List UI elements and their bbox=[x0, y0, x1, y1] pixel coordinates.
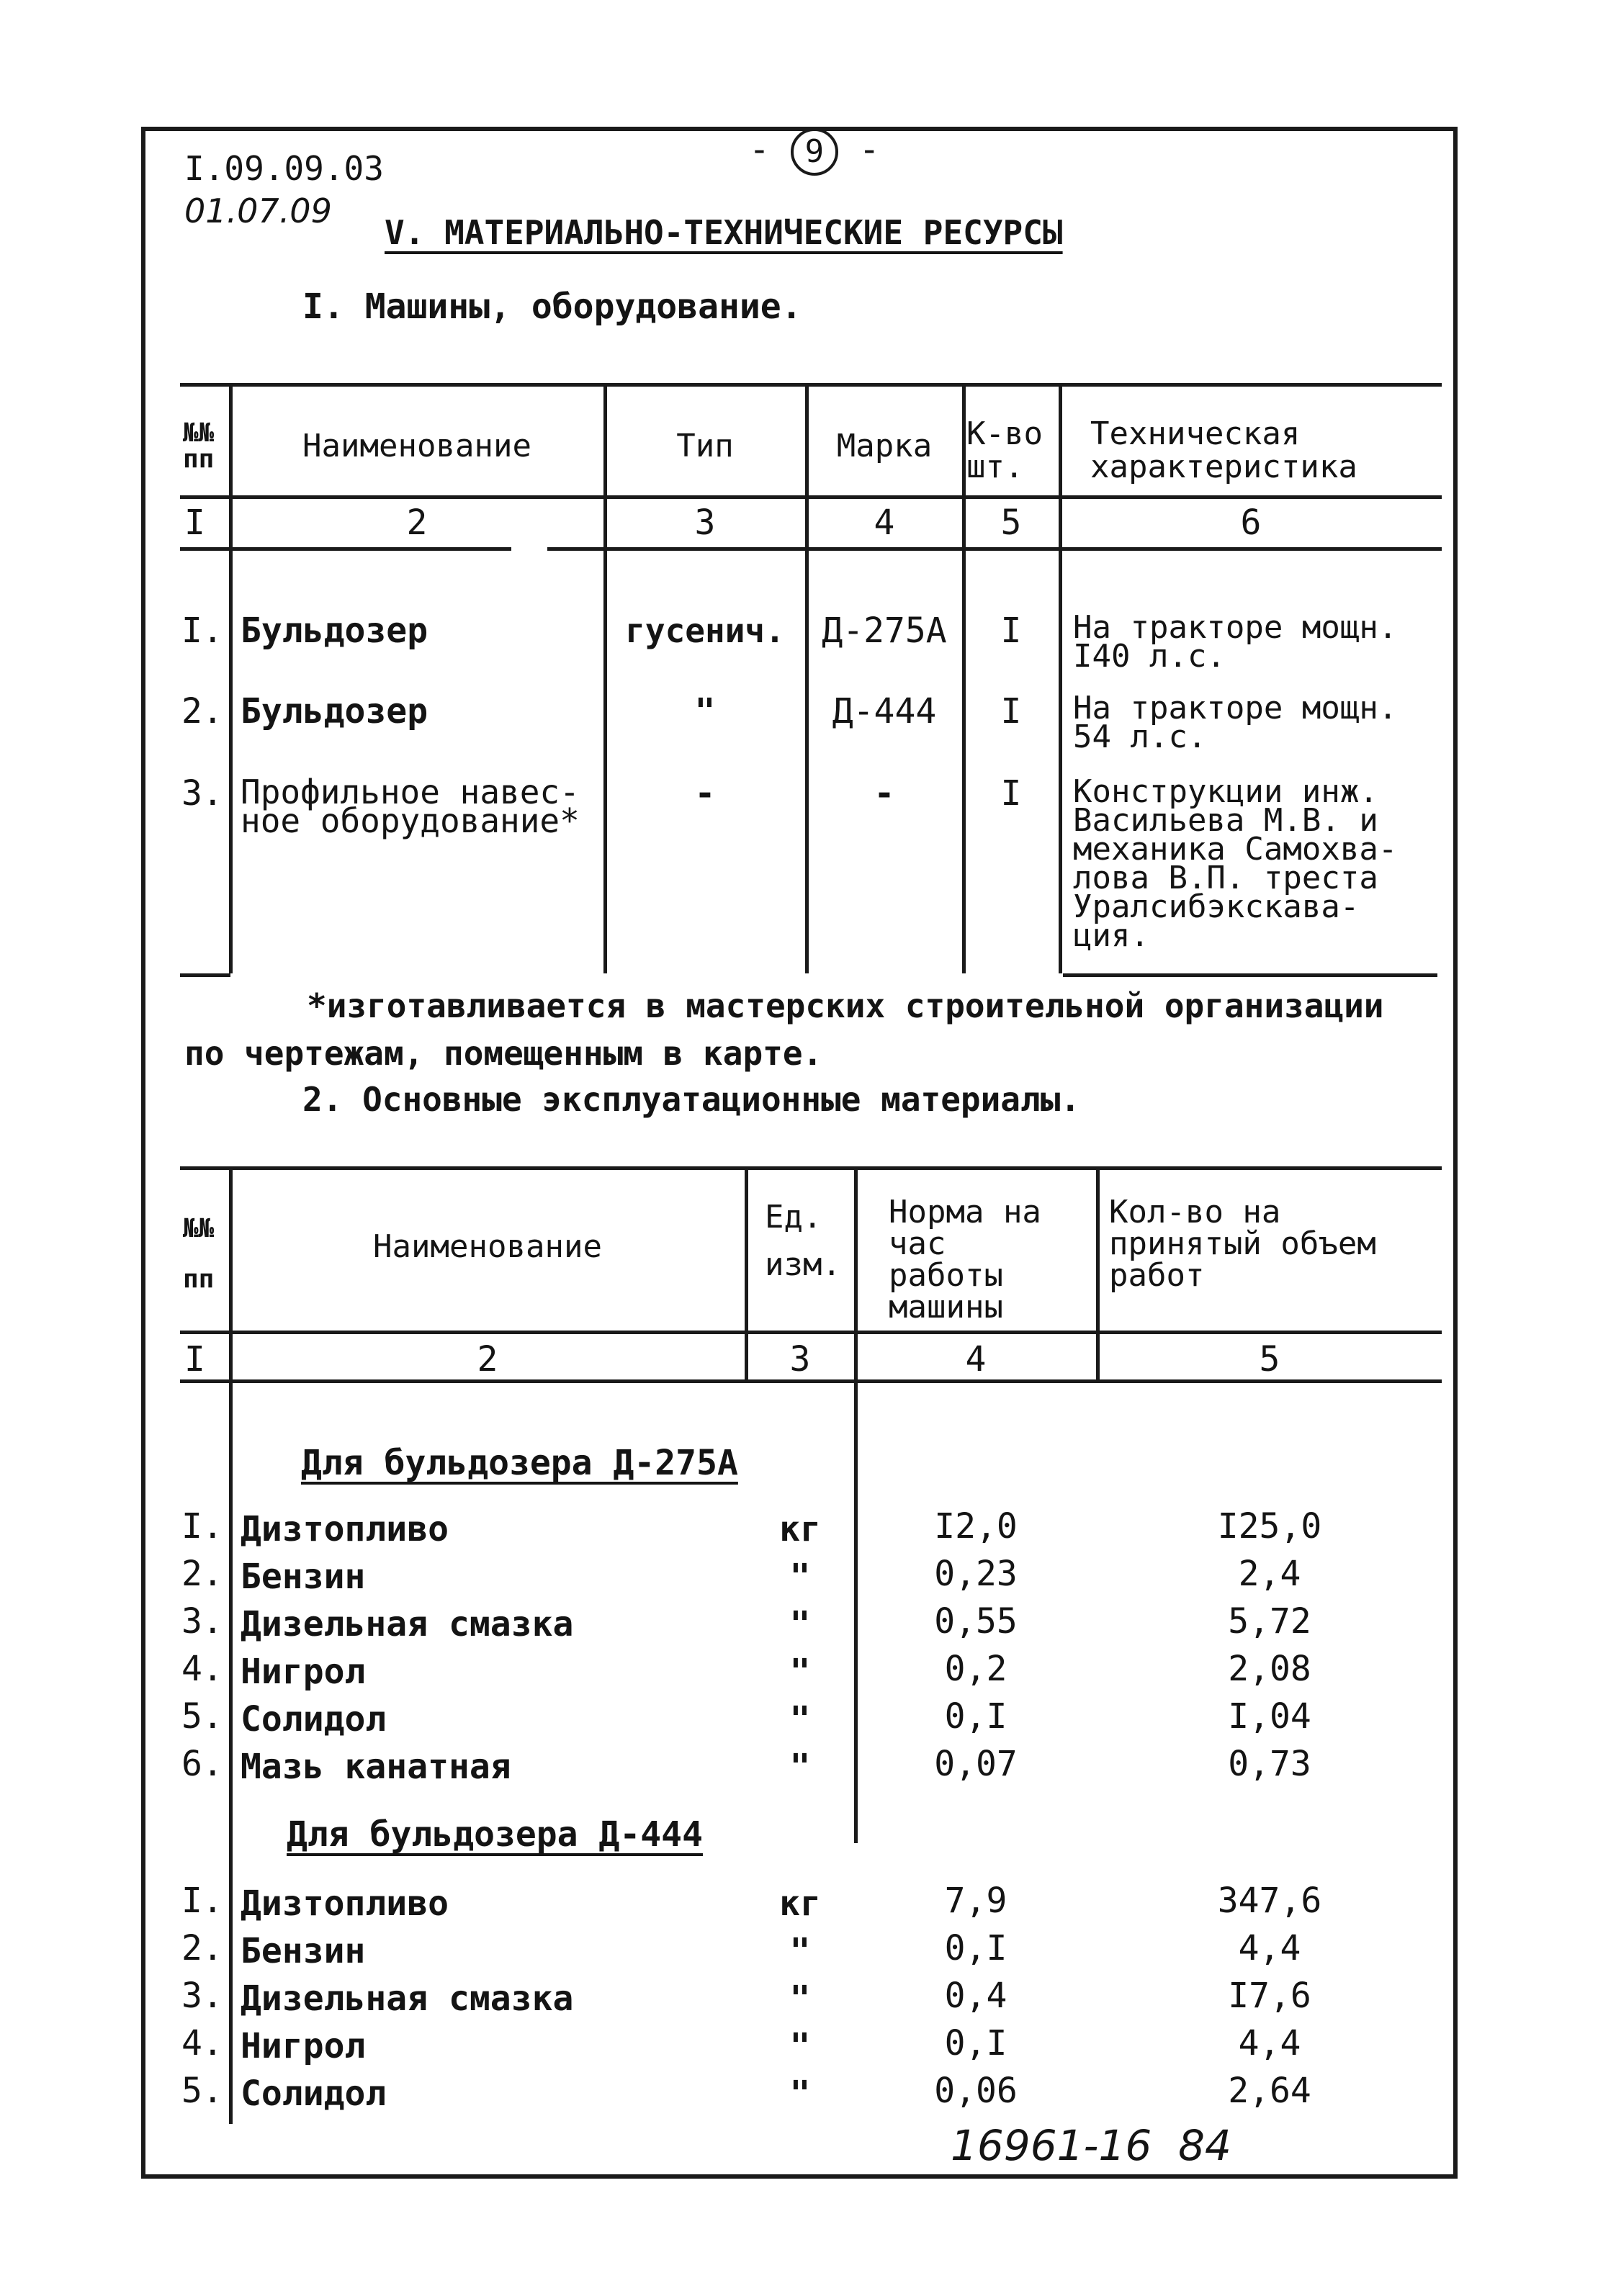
row-number: 2. bbox=[181, 1928, 223, 1968]
machine-type: - bbox=[694, 773, 716, 814]
footnote-line-2: по чертежам, помещенным в карте. bbox=[184, 1034, 823, 1073]
machine-mark: - bbox=[874, 773, 895, 814]
t2-header-num: №№ пп bbox=[183, 1214, 215, 1294]
material-name: Нигрол bbox=[241, 1652, 366, 1692]
t1-colnum: 5 bbox=[1000, 503, 1022, 543]
machine-type: гусенич. bbox=[625, 611, 785, 650]
material-norm: 0,I bbox=[944, 1696, 1007, 1737]
material-name: Солидол bbox=[241, 2074, 387, 2114]
page-dash-right: - bbox=[858, 130, 880, 170]
material-norm: 0,07 bbox=[934, 1744, 1018, 1784]
t1-colnum: 3 bbox=[694, 503, 716, 543]
material-qty: I7,6 bbox=[1228, 1976, 1311, 2016]
material-qty: 5,72 bbox=[1228, 1601, 1311, 1642]
material-qty: 4,4 bbox=[1238, 1928, 1301, 1968]
subsection-materials: 2. Основные эксплуатационные материалы. bbox=[302, 1080, 1081, 1119]
material-qty: 347,6 bbox=[1217, 1881, 1322, 1921]
material-norm: 0,23 bbox=[934, 1554, 1018, 1594]
row-number: 3. bbox=[181, 1601, 223, 1642]
material-unit: " bbox=[789, 2074, 811, 2114]
t1-header-characteristic: Техническая характеристика bbox=[1090, 415, 1357, 485]
t1-colnum: 2 bbox=[406, 503, 428, 543]
row-number: 2. bbox=[181, 691, 223, 731]
material-norm: 7,9 bbox=[944, 1881, 1007, 1921]
t2-colnum: 2 bbox=[477, 1339, 498, 1379]
material-norm: I2,0 bbox=[934, 1506, 1018, 1547]
machine-qty: I bbox=[1000, 611, 1022, 651]
material-name: Дизтопливо bbox=[241, 1883, 449, 1924]
machine-name: Бульдозер bbox=[241, 691, 428, 731]
material-qty: 2,64 bbox=[1228, 2071, 1311, 2111]
material-qty: 0,73 bbox=[1228, 1744, 1311, 1784]
page-dash-left: - bbox=[749, 130, 770, 170]
material-name: Дизельная смазка bbox=[241, 1978, 574, 2019]
subsection-machines: I. Машины, оборудование. bbox=[302, 287, 802, 327]
row-number: 2. bbox=[181, 1554, 223, 1594]
material-qty: 4,4 bbox=[1238, 2023, 1301, 2063]
machine-characteristic: Конструкции инж. Васильева М.В. и механика Самохва- лова В.П. треста Уралсибэкскава- ция. bbox=[1073, 773, 1398, 954]
material-unit: " bbox=[789, 1699, 811, 1739]
t2-colnum: 4 bbox=[965, 1339, 987, 1379]
t1-colnum: 6 bbox=[1240, 503, 1262, 543]
row-number: I. bbox=[181, 1506, 223, 1547]
machine-name: Бульдозер bbox=[241, 611, 428, 651]
t2-colnum: 3 bbox=[789, 1339, 811, 1379]
material-qty: 2,4 bbox=[1238, 1554, 1301, 1594]
machine-mark: Д-444 bbox=[832, 691, 937, 731]
material-qty: I25,0 bbox=[1217, 1506, 1322, 1547]
material-norm: 0,2 bbox=[944, 1649, 1007, 1689]
material-unit: кг bbox=[779, 1509, 821, 1549]
machine-name: Профильное навес- ное оборудование* bbox=[241, 773, 580, 840]
material-name: Бензин bbox=[241, 1557, 366, 1597]
machine-characteristic: На тракторе мощн. 54 л.с. bbox=[1073, 690, 1398, 755]
material-name: Нигрол bbox=[241, 2026, 366, 2066]
t2-header-name: Наименование bbox=[373, 1228, 602, 1265]
material-unit: " bbox=[789, 1652, 811, 1692]
row-number: 3. bbox=[181, 1976, 223, 2016]
machine-type: " bbox=[694, 691, 716, 731]
material-name: Мазь канатная bbox=[241, 1747, 511, 1787]
machine-mark: Д-275А bbox=[822, 611, 947, 651]
row-number: 4. bbox=[181, 1649, 223, 1689]
material-unit: " bbox=[789, 1978, 811, 2019]
row-number: I. bbox=[181, 611, 223, 651]
material-norm: 0,I bbox=[944, 2023, 1007, 2063]
material-unit: кг bbox=[779, 1883, 821, 1924]
t2-header-norm: Норма на час работы машины bbox=[889, 1194, 1041, 1325]
section-title: V. МАТЕРИАЛЬНО-ТЕХНИЧЕСКИЕ РЕСУРСЫ bbox=[385, 213, 1063, 252]
row-number: 6. bbox=[181, 1744, 223, 1784]
t1-colnum: 4 bbox=[874, 503, 895, 543]
material-name: Бензин bbox=[241, 1931, 366, 1971]
t2-colnum: I bbox=[184, 1339, 205, 1379]
material-unit: " bbox=[789, 1604, 811, 1644]
footnote-line-1: *изготавливается в мастерских строительной организации bbox=[307, 986, 1384, 1025]
material-name: Дизтопливо bbox=[241, 1509, 449, 1549]
t1-header-name: Наименование bbox=[302, 428, 531, 464]
material-qty: 2,08 bbox=[1228, 1649, 1311, 1689]
footer-stamp: 16961-16 84 bbox=[951, 2121, 1231, 2170]
machine-characteristic: На тракторе мощн. I40 л.с. bbox=[1073, 609, 1398, 675]
group-title: Для бульдозера Д-275А bbox=[301, 1443, 738, 1483]
page-number: 9 bbox=[791, 128, 838, 176]
machine-qty: I bbox=[1000, 773, 1022, 814]
material-unit: " bbox=[789, 2026, 811, 2066]
material-name: Дизельная смазка bbox=[241, 1604, 574, 1644]
material-qty: I,04 bbox=[1228, 1696, 1311, 1737]
t2-header-unit: Ед. изм. bbox=[765, 1199, 841, 1283]
page-number-group bbox=[749, 128, 880, 176]
row-number: 3. bbox=[181, 773, 223, 814]
row-number: 4. bbox=[181, 2023, 223, 2063]
t1-header-type: Тип bbox=[676, 428, 734, 464]
row-number: 5. bbox=[181, 1696, 223, 1737]
material-norm: 0,I bbox=[944, 1928, 1007, 1968]
doc-date-handwritten: 01.07.09 bbox=[184, 192, 332, 230]
material-name: Солидол bbox=[241, 1699, 387, 1739]
material-unit: " bbox=[789, 1747, 811, 1787]
t1-header-mark: Марка bbox=[836, 428, 933, 464]
material-unit: " bbox=[789, 1557, 811, 1597]
group-title: Для бульдозера Д-444 bbox=[287, 1814, 703, 1855]
t1-colnum: I bbox=[184, 503, 205, 543]
material-unit: " bbox=[789, 1931, 811, 1971]
t1-header-num: №№ пп bbox=[183, 418, 215, 474]
machine-qty: I bbox=[1000, 691, 1022, 731]
material-norm: 0,55 bbox=[934, 1601, 1018, 1642]
row-number: I. bbox=[181, 1881, 223, 1921]
t1-header-qty: К-во шт. bbox=[966, 415, 1043, 485]
row-number: 5. bbox=[181, 2071, 223, 2111]
material-norm: 0,06 bbox=[934, 2071, 1018, 2111]
t2-colnum: 5 bbox=[1259, 1339, 1280, 1379]
t2-header-total: Кол-во на принятый объем работ bbox=[1109, 1194, 1376, 1294]
doc-code: I.09.09.03 bbox=[184, 149, 384, 188]
material-norm: 0,4 bbox=[944, 1976, 1007, 2016]
